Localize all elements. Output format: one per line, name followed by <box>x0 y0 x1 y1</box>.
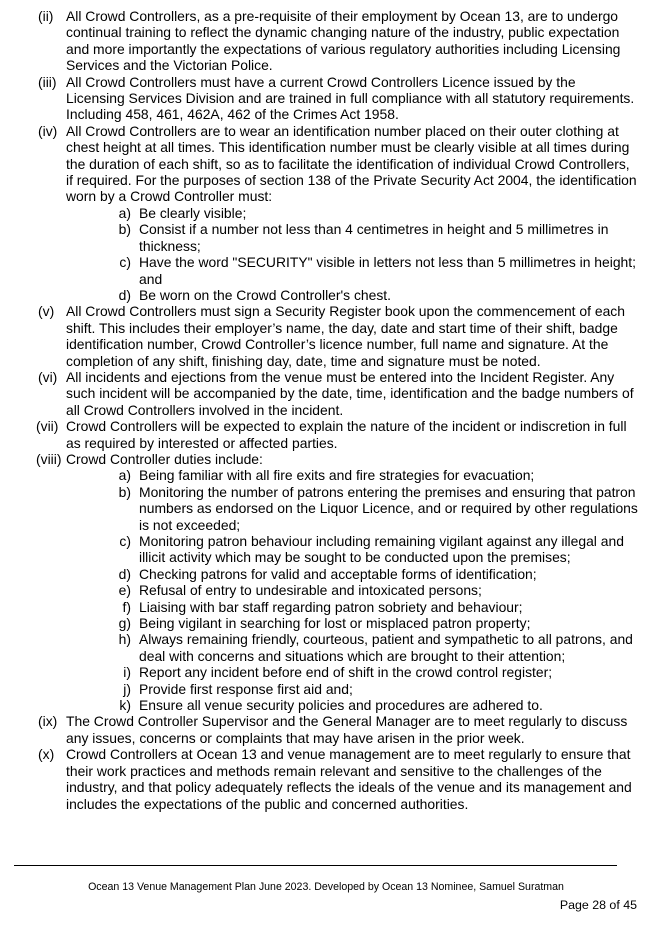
clause-iii <box>0 74 652 123</box>
clause-text: All Crowd Controllers, as a pre-requisite of their employment by Ocean 13, are to undergo continual training to reflect the dynamic changing nature of the industry, public expectation and more importantly the expectations of various regulatory authorities including Licensing Services and the Victorian Police. <box>66 8 621 74</box>
clause-number: (x) <box>38 746 55 763</box>
subclause-viii-g <box>0 615 652 631</box>
subclause-iv-a <box>0 205 652 221</box>
subclause-text: Refusal of entry to undesirable and intoxicated persons; <box>139 582 482 599</box>
clause-vi <box>0 369 652 418</box>
subclause-letter: b) <box>118 221 131 238</box>
subclause-letter: g) <box>118 615 131 632</box>
subclause-iv-c <box>0 254 652 287</box>
clause-text: All incidents and ejections from the venue must be entered into the Incident Register. Any such incident will be accompanied by the date, time, identification and the badge numbers of all Crowd Controllers involved in the incident. <box>66 368 634 418</box>
subclause-viii-j <box>0 681 652 697</box>
clause-x <box>0 746 652 812</box>
subclause-viii-c <box>0 533 652 566</box>
subclause-letter: c) <box>119 533 131 549</box>
clause-number: (iii) <box>38 73 57 90</box>
clause-viii <box>0 451 652 467</box>
subclause-text: Report any incident before end of shift in the crowd control register; <box>139 664 553 681</box>
clause-iv <box>0 123 652 205</box>
clause-ii <box>0 8 652 74</box>
subclause-letter: c) <box>119 254 131 271</box>
clause-text: Crowd Controllers will be expected to explain the nature of the incident or indiscretion in full as required by interested or affected parties. <box>66 418 627 451</box>
clause-number: (ii) <box>38 8 54 24</box>
subclause-text: Ensure all venue security policies and procedures are adhered to. <box>139 697 543 714</box>
subclause-letter: b) <box>118 483 131 500</box>
clause-vii <box>0 418 652 451</box>
subclause-viii-b <box>0 484 652 533</box>
subclause-iv-b <box>0 221 652 254</box>
clause-number: (vi) <box>38 368 58 385</box>
subclause-letter: a) <box>118 467 131 484</box>
subclause-text: Be worn on the Crowd Controller's chest. <box>139 286 392 303</box>
clause-text: All Crowd Controllers must have a current Crowd Controllers Licence issued by the Licensing Services Division and are trained in full compliance with all statutory requirements. Including 458, 461, 462A, 462 of the Crimes Act 1958. <box>66 73 635 123</box>
subclause-iv-d <box>0 287 652 303</box>
subclause-text: Being vigilant in searching for lost or misplaced patron property; <box>139 615 531 632</box>
clause-number: (iv) <box>38 122 58 139</box>
clause-text: All Crowd Controllers are to wear an identification number placed on their outer clothing at chest height at all times. This identification number must be clearly visible at all times during the duration of each shift, so as to facilitate the identification of individual Crowd Controllers, if required. For the purposes of section 138 of the Private Security Act 2004, the identification worn by a Crowd Controller must: <box>66 122 637 205</box>
clause-text: Crowd Controllers at Ocean 13 and venue management are to meet regularly to ensure that their work practices and methods remain relevant and sensitive to the challenges of the industry, and that policy adequately reflects the ideals of the venue and its management and includes the expectations of the public and concerned authorities. <box>66 746 632 812</box>
subclause-viii-k <box>0 697 652 713</box>
subclause-letter: k) <box>119 697 131 714</box>
subclause-text: Provide first response first aid and; <box>139 680 353 697</box>
subclause-letter: j) <box>123 680 131 697</box>
subclause-text: Monitoring patron behaviour including remaining vigilant against any illegal and illicit activity which may be sought to be conducted upon the premises; <box>139 533 624 566</box>
subclause-letter: d) <box>118 565 131 582</box>
subclause-text: Monitoring the number of patrons entering the premises and ensuring that patron numbers as endorsed on the Liquor Licence, and or required by other regulations is not exceeded; <box>139 483 638 533</box>
clause-text: Crowd Controller duties include: <box>66 450 263 467</box>
footer-text: Ocean 13 Venue Management Plan June 2023. Developed by Ocean 13 Nominee, Samuel Suratman <box>88 881 564 893</box>
subclause-letter: f) <box>122 598 131 615</box>
subclause-letter: a) <box>118 204 131 221</box>
subclause-letter: h) <box>118 631 131 648</box>
clause-ix <box>0 713 652 746</box>
subclause-viii-f <box>0 599 652 615</box>
clause-text: The Crowd Controller Supervisor and the General Manager are to meet regularly to discuss any issues, concerns or complaints that may have arisen in the prior week. <box>66 713 628 746</box>
subclause-viii-a <box>0 467 652 483</box>
subclause-viii-i <box>0 664 652 680</box>
clause-v <box>0 303 652 369</box>
subclause-text: Always remaining friendly, courteous, patient and sympathetic to all patrons, and deal with concerns and situations which are brought to their attention; <box>139 631 633 664</box>
clause-number: (v) <box>38 303 55 320</box>
subclause-text: Being familiar with all fire exits and fire strategies for evacuation; <box>139 467 535 484</box>
subclause-letter: d) <box>118 286 131 303</box>
clause-text: All Crowd Controllers must sign a Security Register book upon the commencement of each shift. This includes their employer’s name, the day, date and start time of their shift, badge identification number, Crowd Controller’s licence number, full name and signature. At the completion of any shift, finishing day, date, time and signature must be noted. <box>66 303 625 369</box>
document-body <box>0 8 652 812</box>
clause-number: (viii) <box>36 450 62 467</box>
clause-number: (vii) <box>36 418 59 435</box>
subclause-text: Checking patrons for valid and acceptable forms of identification; <box>139 565 537 582</box>
footer-divider <box>14 865 617 866</box>
subclause-text: Consist if a number not less than 4 centimetres in height and 5 millimetres in thickness; <box>139 221 609 254</box>
subclause-viii-d <box>0 566 652 582</box>
subclause-viii-e <box>0 582 652 598</box>
page-number: Page 28 of 45 <box>559 898 637 912</box>
subclause-text: Have the word "SECURITY" visible in letters not less than 5 millimetres in height; and <box>139 254 637 287</box>
subclause-viii-h <box>0 631 652 664</box>
subclause-letter: e) <box>118 582 131 599</box>
subclause-text: Be clearly visible; <box>139 204 247 221</box>
subclause-letter: i) <box>123 664 131 681</box>
subclause-text: Liaising with bar staff regarding patron sobriety and behaviour; <box>139 598 523 615</box>
clause-number: (ix) <box>38 713 58 730</box>
